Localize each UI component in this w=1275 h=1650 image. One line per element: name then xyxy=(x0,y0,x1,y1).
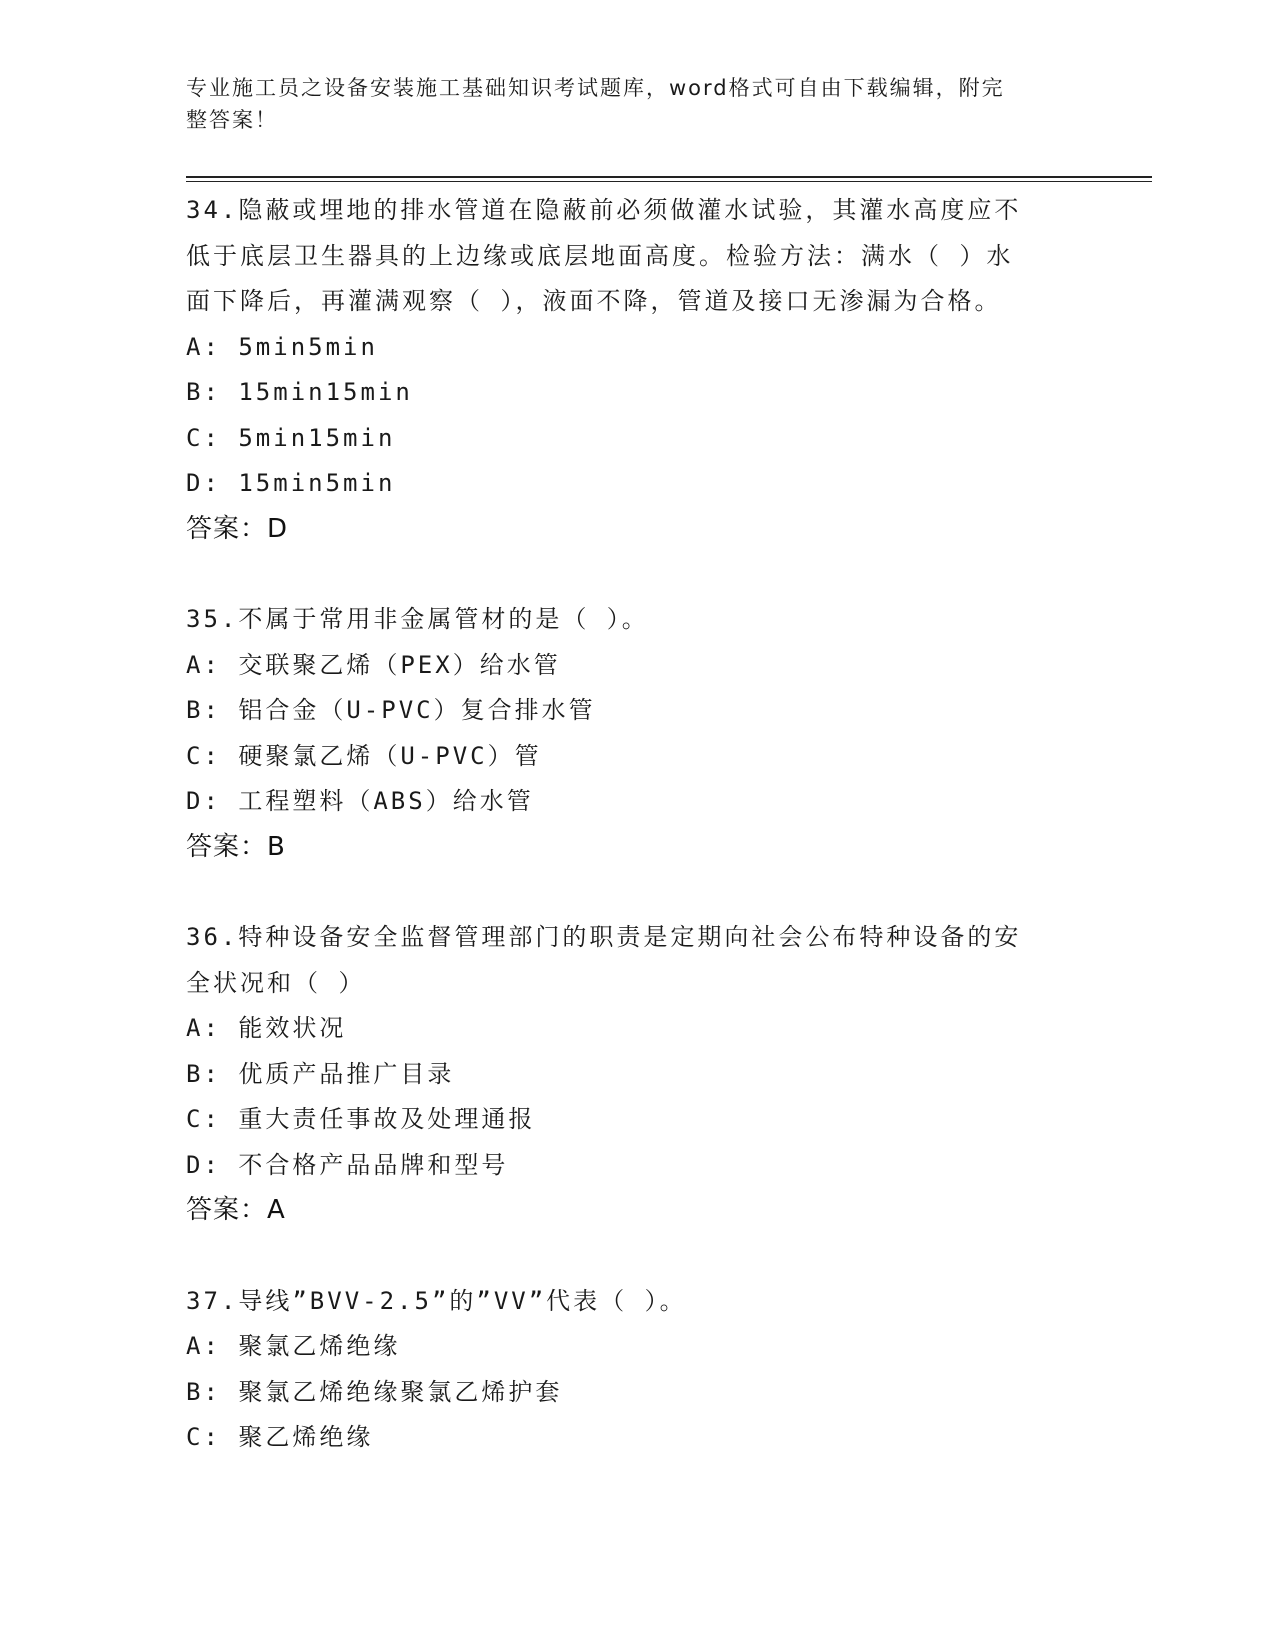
header-divider xyxy=(186,176,1152,182)
question-34-line-1: 34.隐蔽或埋地的排水管道在隐蔽前必须做灌水试验，其灌水高度应不 xyxy=(186,196,1022,224)
header-line-2: 整答案！ xyxy=(186,108,278,132)
question-37-line-1: 37.导线”BVV-2.5”的”VV”代表（ ）。 xyxy=(186,1286,687,1315)
spacer xyxy=(186,1234,1086,1279)
question-36-answer: 答案：A xyxy=(186,1195,286,1225)
question-34 xyxy=(186,188,1086,552)
question-34-option-a: A: 5min5min xyxy=(186,332,378,361)
document-header xyxy=(186,72,1066,136)
question-37-option-c: C: 聚乙烯绝缘 xyxy=(186,1423,374,1451)
question-35-line-1: 35.不属于常用非金属管材的是（ ）。 xyxy=(186,605,649,633)
question-36 xyxy=(186,915,1086,1234)
question-34-option-d: D: 15min5min xyxy=(186,469,396,497)
question-34-answer: 答案：D xyxy=(186,513,289,544)
question-35-option-d: D: 工程塑料（ABS）给水管 xyxy=(186,787,534,815)
question-35-option-c: C: 硬聚氯乙烯（U-PVC）管 xyxy=(186,741,542,770)
question-36-option-b: B: 优质产品推广目录 xyxy=(186,1059,455,1088)
question-37-option-a: A: 聚氯乙烯绝缘 xyxy=(186,1332,401,1360)
question-36-line-2: 全状况和（ ） xyxy=(186,968,366,997)
question-36-option-d: D: 不合格产品品牌和型号 xyxy=(186,1150,509,1179)
question-34-line-2: 低于底层卫生器具的上边缘或底层地面高度。检验方法：满水（ ）水 xyxy=(186,241,1014,270)
question-36-line-1: 36.特种设备安全监督管理部门的职责是定期向社会公布特种设备的安 xyxy=(186,923,1022,951)
question-36-option-a: A: 能效状况 xyxy=(186,1014,347,1042)
question-34-option-b: B: 15min15min xyxy=(186,378,413,406)
question-37-option-b: B: 聚氯乙烯绝缘聚氯乙烯护套 xyxy=(186,1377,563,1406)
question-36-option-c: C: 重大责任事故及处理通报 xyxy=(186,1105,536,1133)
question-37 xyxy=(186,1279,1086,1461)
question-35-option-a: A: 交联聚乙烯（PEX）给水管 xyxy=(186,650,561,679)
spacer xyxy=(186,552,1086,597)
question-34-option-c: C: 5min15min xyxy=(186,423,396,452)
spacer xyxy=(186,870,1086,915)
question-35-answer: 答案：B xyxy=(186,831,286,862)
question-34-line-3: 面下降后，再灌满观察（ ），液面不降，管道及接口无渗漏为合格。 xyxy=(186,287,1002,315)
question-35-option-b: B: 铝合金（U-PVC）复合排水管 xyxy=(186,696,596,724)
question-list xyxy=(186,188,1086,1461)
question-35 xyxy=(186,597,1086,870)
header-line-1: 专业施工员之设备安装施工基础知识考试题库，word格式可自由下载编辑，附完 xyxy=(186,76,1005,100)
